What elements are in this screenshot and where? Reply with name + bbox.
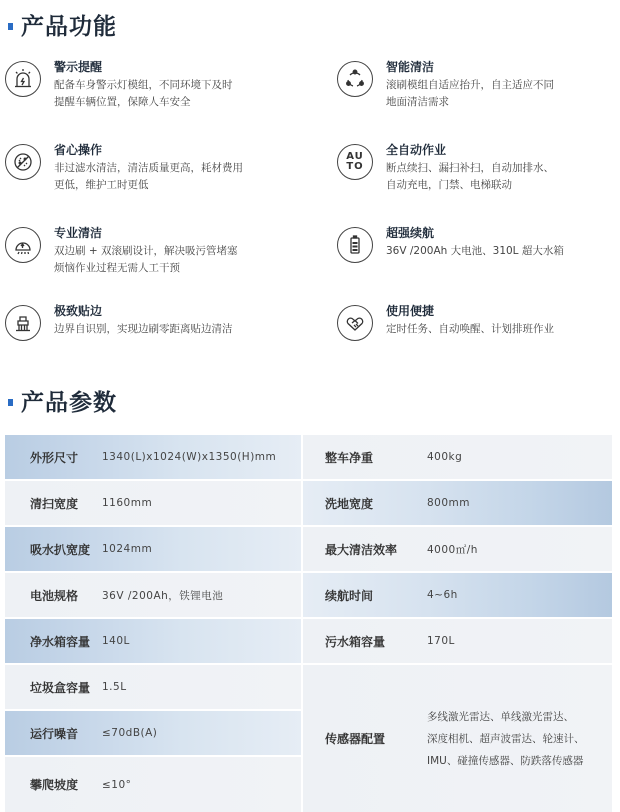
warning-light-icon (5, 61, 41, 97)
feature-filter-free (5, 144, 243, 194)
feature-desc: 断点续扫、漏扫补扫，自动加排水、 自动充电，门禁、电梯联动 (386, 162, 554, 191)
feature-full-auto (337, 144, 554, 194)
feature-title: 省心操作 (54, 143, 103, 157)
feature-endurance (337, 227, 564, 263)
feature-title: 全自动作业 (386, 143, 447, 157)
param-row: 整车净重 400kg (303, 435, 612, 479)
feature-smart-cleaning (337, 61, 554, 111)
feature-desc: 36V /200Ah 大电池、310L 超大水箱 (386, 245, 564, 257)
smart-cleaning-icon (337, 61, 373, 97)
feature-desc: 滚刷模组自适应抬升，自主适应不同 地面清洁需求 (386, 79, 554, 108)
feature-title: 专业清洁 (54, 226, 103, 240)
feature-convenient (337, 305, 554, 341)
feature-professional-cleaning (5, 227, 237, 277)
title-accent-bar (8, 23, 13, 30)
feature-edge-cleaning (5, 305, 233, 341)
feature-desc: 配备车身警示灯模组，不同环境下及时 提醒车辆位置，保障人车安全 (54, 79, 233, 108)
filter-free-icon (5, 144, 41, 180)
param-row: 运行噪音 ≤70dB(A) (5, 711, 301, 755)
feature-title: 极致贴边 (54, 304, 103, 318)
brush-cleaning-icon (5, 227, 41, 263)
feature-title: 智能清洁 (386, 60, 435, 74)
feature-desc: 边界自识别，实现边刷零距离贴边清洁 (54, 323, 233, 335)
param-row: 洗地宽度 800mm (303, 481, 612, 525)
param-row: 攀爬坡度 ≤10° (5, 757, 301, 812)
param-row: 最大清洁效率 4000㎡/h (303, 527, 612, 571)
features-section-title (8, 8, 117, 41)
title-accent-bar (8, 399, 13, 406)
param-row: 吸水扒宽度 1024mm (5, 527, 301, 571)
param-row: 外形尺寸 1340(L)x1024(W)x1350(H)mm (5, 435, 301, 479)
feature-desc: 双边刷 + 双滚刷设计，解决吸污管堵塞 烦恼作业过程无需人工干预 (54, 245, 238, 274)
param-row: 电池规格 36V /200Ah，铁锂电池 (5, 573, 301, 617)
feature-warning (5, 61, 233, 111)
param-row: 清扫宽度 1160mm (5, 481, 301, 525)
sensor-list: 多线激光雷达、单线激光雷达、 深度相机、超声波雷达、轮速计、 IMU、碰撞传感器、防跌落传感器 (427, 710, 585, 767)
feature-desc: 定时任务、自动唤醒、计划排班作业 (386, 323, 554, 335)
params-section-title (8, 384, 117, 417)
param-row: 垃圾盒容量 1.5L (5, 665, 301, 709)
params-table (5, 435, 612, 812)
auto-icon: AU TO (337, 144, 373, 180)
sensor-row: 传感器配置 多线激光雷达、单线激光雷达、 深度相机、超声波雷达、轮速计、 IMU、碰撞传感器、防跌落传感器 (303, 665, 612, 812)
features-title: 产品功能 (21, 14, 117, 40)
param-row: 净水箱容量 140L (5, 619, 301, 663)
battery-icon (337, 227, 373, 263)
feature-desc: 非过滤水清洁，清洁质量更高，耗材费用 更低，维护工时更低 (54, 162, 243, 191)
feature-title: 超强续航 (386, 226, 435, 240)
feature-title: 警示提醒 (54, 60, 103, 74)
param-row: 污水箱容量 170L (303, 619, 612, 663)
params-title: 产品参数 (21, 390, 117, 416)
param-row: 续航时间 4~6h (303, 573, 612, 617)
feature-title: 使用便捷 (386, 304, 435, 318)
edge-cleaning-icon (5, 305, 41, 341)
handshake-icon (337, 305, 373, 341)
